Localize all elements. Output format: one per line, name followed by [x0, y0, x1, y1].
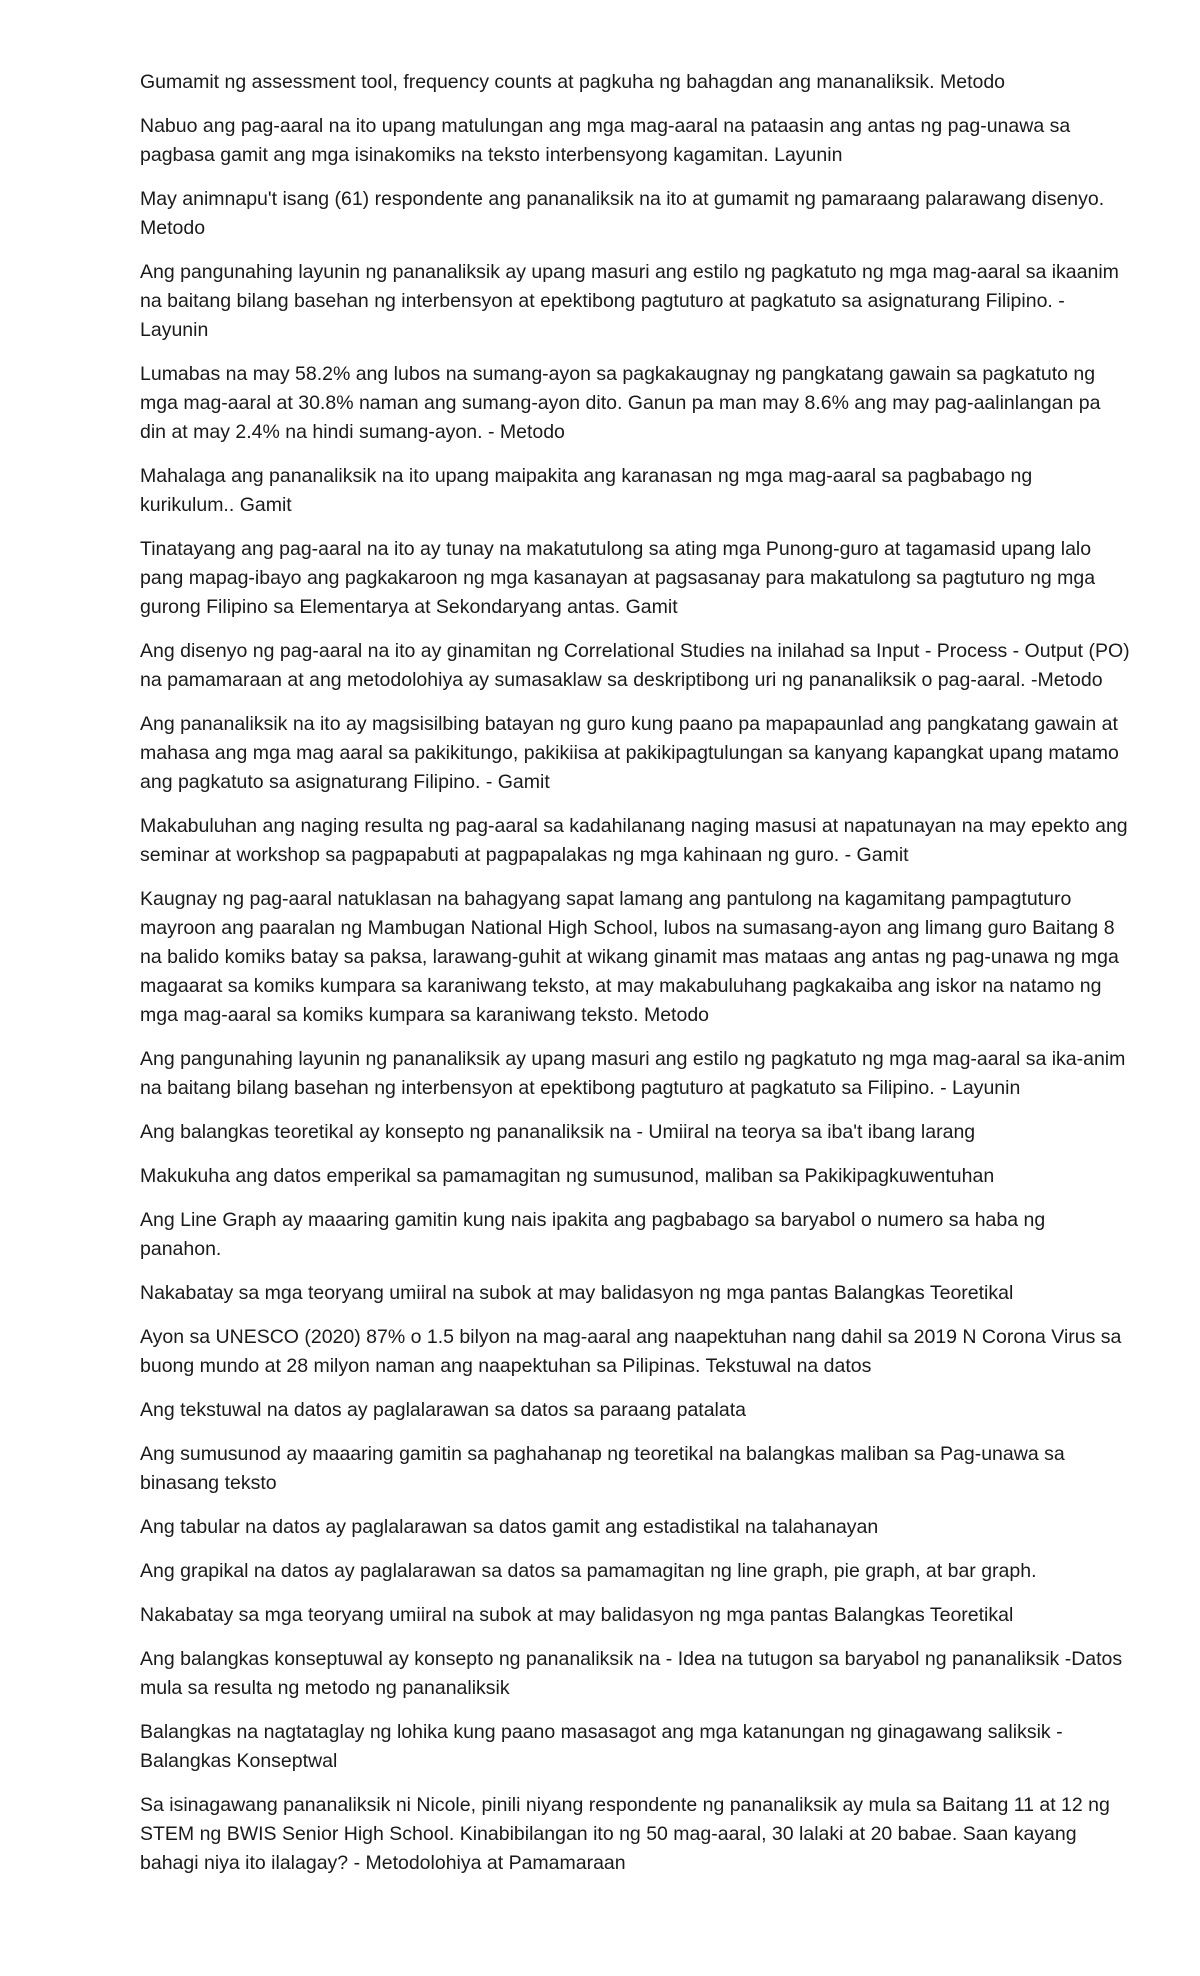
paragraph-25: Sa isinagawang pananaliksik ni Nicole, pinili niyang respondente ng pananaliksik ay mula sa Baitang 11 at 12 ng STEM ng BWIS Senior High School. Kinabibilangan ito ng 50 mag-aaral, 30 lalaki at 20 babae. Saan kayang bahagi niya ito ilalagay? - Metodolohiya at Pamamaraan [140, 1794, 1110, 1874]
paragraph-20: Ang tabular na datos ay paglalarawan sa datos gamit ang estadistikal na talahanayan [140, 1516, 879, 1538]
paragraph-4: Ang pangunahing layunin ng pananaliksik ay upang masuri ang estilo ng pagkatuto ng mga mag-aaral sa ikaanim na baitang bilang basehan ng interbensyon at epektibong pagtuturo at pagkatuto sa asignaturang Filipino. - Layunin [140, 261, 1119, 341]
paragraph-21: Ang grapikal na datos ay paglalarawan sa datos sa pamamagitan ng line graph, pie graph, at bar graph. [140, 1560, 1037, 1582]
document-body [140, 68, 1130, 1893]
paragraph-1: Gumamit ng assessment tool, frequency counts at pagkuha ng bahagdan ang mananaliksik. Metodo [140, 71, 1006, 93]
paragraph-17: Ayon sa UNESCO (2020) 87% o 1.5 bilyon na mag-aaral ang naapektuhan nang dahil sa 2019 N Corona Virus sa buong mundo at 28 milyon naman ang naapektuhan sa Pilipinas. Tekstuwal na datos [140, 1326, 1122, 1377]
paragraph-6: Mahalaga ang pananaliksik na ito upang maipakita ang karanasan ng mga mag-aaral sa pagbabago ng kurikulum.. Gamit [140, 465, 1033, 516]
paragraph-5: Lumabas na may 58.2% ang lubos na sumang-ayon sa pagkakaugnay ng pangkatang gawain sa pagkatuto ng mga mag-aaral at 30.8% naman ang sumang-ayon dito. Ganun pa man may 8.6% ang may pag-aalinlangan pa din at may 2.4% na hindi sumang-ayon. - Metodo [140, 363, 1101, 443]
paragraph-11: Kaugnay ng pag-aaral natuklasan na bahagyang sapat lamang ang pantulong na kagamitang pampagtuturo mayroon ang paaralan ng Mambugan National High School, lubos na sumasang-ayon ang limang guro Baitang 8 na balido komiks batay sa paksa, larawang-guhit at wikang ginamit mas mataas ang antas ng pag-unawa ng mga magaarat sa komiks kumpara sa karaniwang teksto, at may makabuluhang pagkakaiba ang iskor na natamo ng mga mag-aaral sa komiks kumpara sa karaniwang teksto. Metodo [140, 888, 1119, 1026]
paragraph-15: Ang Line Graph ay maaaring gamitin kung nais ipakita ang pagbabago sa baryabol o numero sa haba ng panahon. [140, 1209, 1046, 1260]
paragraph-8: Ang disenyo ng pag-aaral na ito ay ginamitan ng Correlational Studies na inilahad sa Input - Process - Output (PO) na pamamaraan at ang metodolohiya ay sumasaklaw sa deskriptibong uri ng pananaliksik o pag-aaral. -Metodo [140, 640, 1130, 691]
paragraph-18: Ang tekstuwal na datos ay paglalarawan sa datos sa paraang patalata [140, 1399, 746, 1421]
paragraph-19: Ang sumusunod ay maaaring gamitin sa paghahanap ng teoretikal na balangkas maliban sa Pag-unawa sa binasang teksto [140, 1443, 1065, 1494]
paragraph-10: Makabuluhan ang naging resulta ng pag-aaral sa kadahilanang naging masusi at napatunayan na may epekto ang seminar at workshop sa pagpapabuti at pagpapalakas ng mga kahinaan ng guro. - Gamit [140, 815, 1128, 866]
paragraph-13: Ang balangkas teoretikal ay konsepto ng pananaliksik na - Umiiral na teorya sa iba't ibang larang [140, 1121, 976, 1143]
paragraph-22: Nakabatay sa mga teoryang umiiral na subok at may balidasyon ng mga pantas Balangkas Teoretikal [140, 1604, 1014, 1626]
paragraph-24: Balangkas na nagtataglay ng lohika kung paano masasagot ang mga katanungan ng ginagawang saliksik - Balangkas Konseptwal [140, 1721, 1063, 1772]
paragraph-16: Nakabatay sa mga teoryang umiiral na subok at may balidasyon ng mga pantas Balangkas Teoretikal [140, 1282, 1014, 1304]
paragraph-3: May animnapu't isang (61) respondente ang pananaliksik na ito at gumamit ng pamaraang palarawang disenyo. Metodo [140, 188, 1105, 239]
paragraph-9: Ang pananaliksik na ito ay magsisilbing batayan ng guro kung paano pa mapapaunlad ang pangkatang gawain at mahasa ang mga mag aaral sa pakikitungo, pakikiisa at pakikipagtulungan sa kanyang kapangkat upang matamo ang pagkatuto sa asignaturang Filipino. - Gamit [140, 713, 1119, 793]
paragraph-14: Makukuha ang datos emperikal sa pamamagitan ng sumusunod, maliban sa Pakikipagkuwentuhan [140, 1165, 995, 1187]
paragraph-12: Ang pangunahing layunin ng pananaliksik ay upang masuri ang estilo ng pagkatuto ng mga mag-aaral sa ika-anim na baitang bilang basehan ng interbensyon at epektibong pagtuturo at pagkatuto sa Filipino. - Layunin [140, 1048, 1126, 1099]
paragraph-7: Tinatayang ang pag-aaral na ito ay tunay na makatutulong sa ating mga Punong-guro at tagamasid upang lalo pang mapag-ibayo ang pagkakaroon ng mga kasanayan at pagsasanay para makatulong sa pagtuturo ng mga gurong Filipino sa Elementarya at Sekondaryang antas. Gamit [140, 538, 1096, 618]
paragraph-23: Ang balangkas konseptuwal ay konsepto ng pananaliksik na - Idea na tutugon sa baryabol ng pananaliksik -Datos mula sa resulta ng metodo ng pananaliksik [140, 1648, 1123, 1699]
paragraph-2: Nabuo ang pag-aaral na ito upang matulungan ang mga mag-aaral na pataasin ang antas ng pag-unawa sa pagbasa gamit ang mga isinakomiks na teksto interbensyong kagamitan. Layunin [140, 115, 1071, 166]
